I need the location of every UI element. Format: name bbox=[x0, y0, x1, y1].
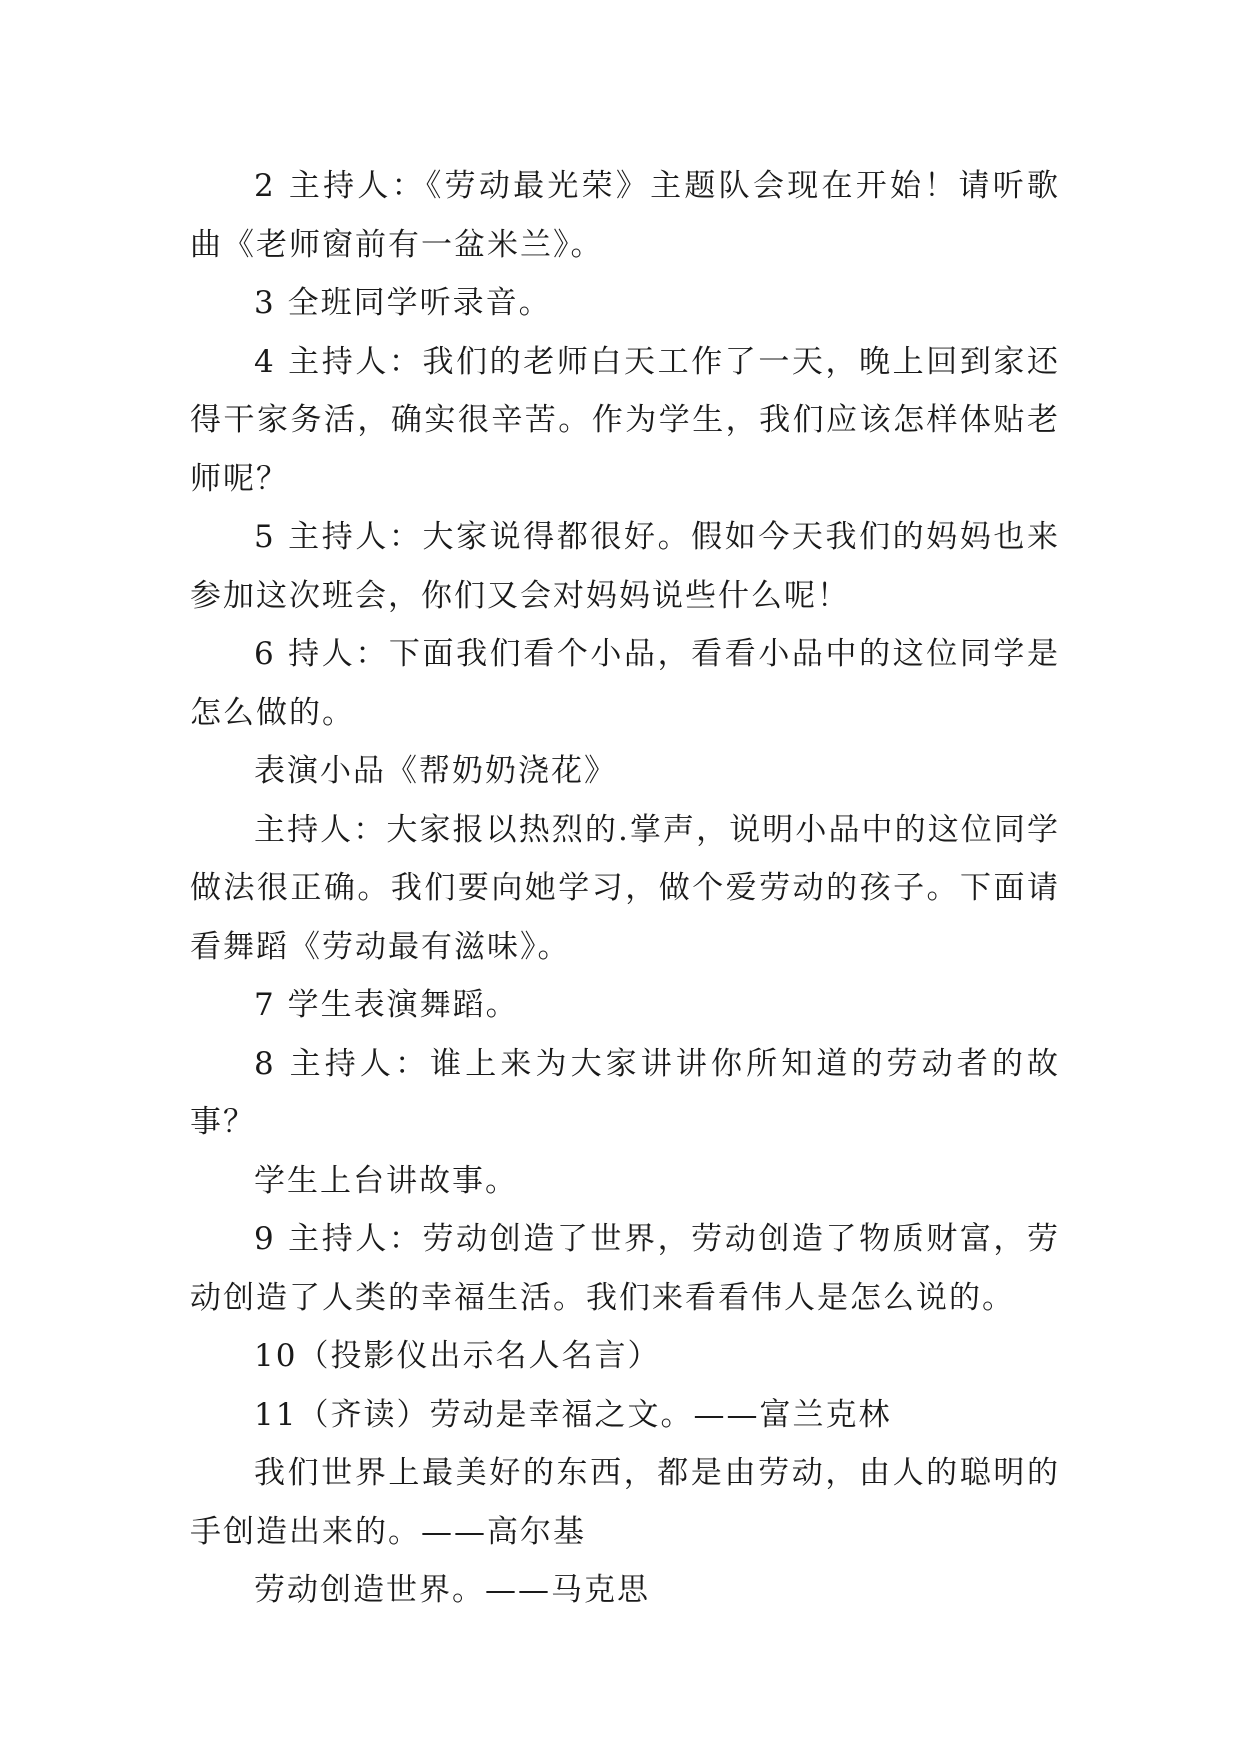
paragraph-2: 3 全班同学听录音。 bbox=[254, 285, 552, 321]
document-body bbox=[190, 157, 1060, 1620]
paragraph-13: 11（齐读）劳动是幸福之文。——富兰克林 bbox=[254, 1396, 892, 1433]
paragraph-14: 我们世界上最美好的东西，都是由劳动，由人的聪明的手创造出来的。——高尔基 bbox=[190, 1455, 1060, 1550]
paragraph-15: 劳动创造世界。——马克思 bbox=[254, 1572, 650, 1608]
paragraph-5: 6 持人：下面我们看个小品，看看小品中的这位同学是怎么做的。 bbox=[190, 636, 1060, 731]
paragraph-12: 10（投影仪出示名人名言） bbox=[254, 1338, 661, 1374]
paragraph-9: 8 主持人：谁上来为大家讲讲你所知道的劳动者的故事？ bbox=[190, 1045, 1060, 1140]
paragraph-3: 4 主持人：我们的老师白天工作了一天，晚上回到家还得干家务活，确实很辛苦。作为学生，我们应该怎样体贴老师呢？ bbox=[190, 343, 1060, 497]
paragraph-10: 学生上台讲故事。 bbox=[254, 1162, 518, 1199]
paragraph-4: 5 主持人：大家说得都很好。假如今天我们的妈妈也来参加这次班会，你们又会对妈妈说些什么呢！ bbox=[190, 519, 1060, 614]
paragraph-1: 2 主持人：《劳动最光荣》主题队会现在开始！请听歌曲《老师窗前有一盆米兰》。 bbox=[190, 168, 1060, 263]
paragraph-6: 表演小品《帮奶奶浇花》 bbox=[254, 753, 617, 789]
paragraph-11: 9 主持人：劳动创造了世界，劳动创造了物质财富，劳动创造了人类的幸福生活。我们来看看伟人是怎么说的。 bbox=[190, 1221, 1060, 1316]
paragraph-8: 7 学生表演舞蹈。 bbox=[254, 987, 519, 1023]
paragraph-7: 主持人：大家报以热烈的.掌声，说明小品中的这位同学做法很正确。我们要向她学习，做个爱劳动的孩子。下面请看舞蹈《劳动最有滋味》。 bbox=[190, 811, 1060, 965]
